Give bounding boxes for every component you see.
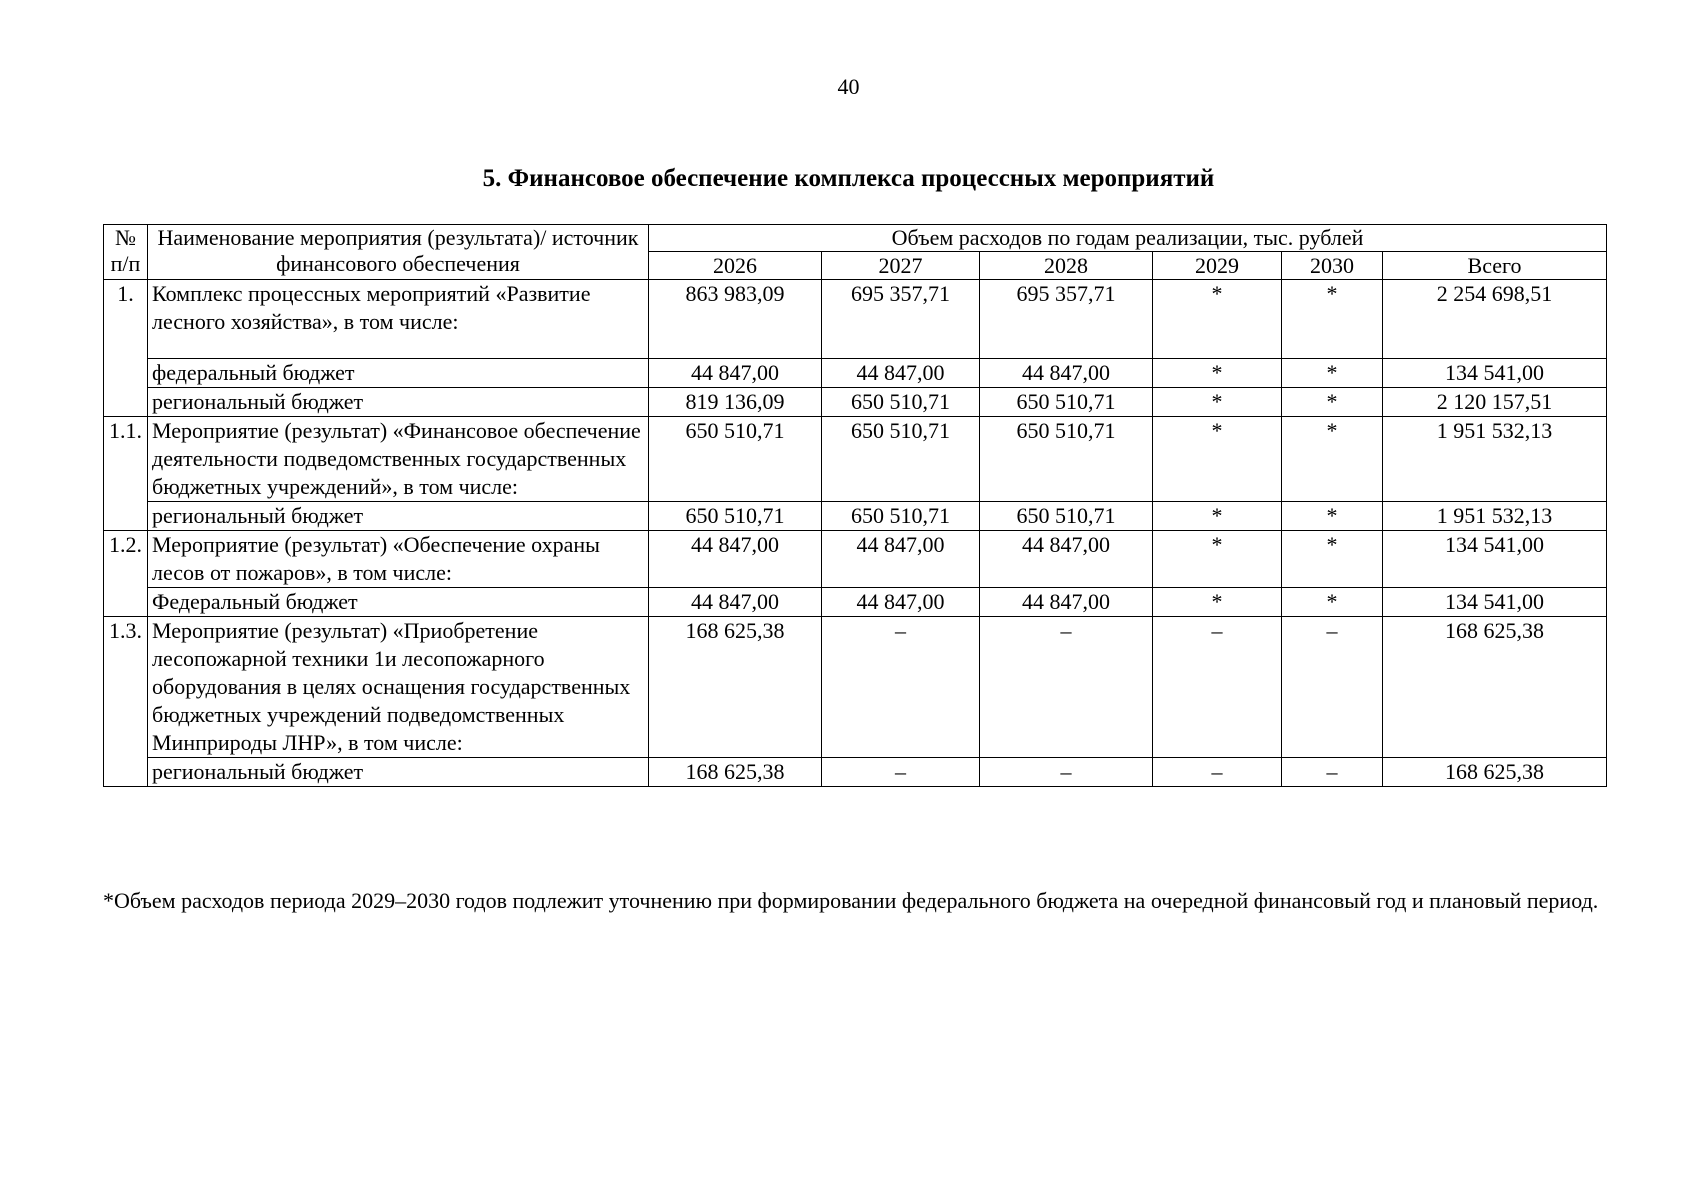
header-name: Наименование мероприятия (результата)/ источник финансового обеспечения (148, 225, 649, 280)
value-cell: 44 847,00 (822, 359, 980, 388)
value-cell: * (1282, 280, 1383, 359)
value-cell: * (1282, 531, 1383, 588)
value-cell: 44 847,00 (980, 588, 1153, 617)
row-name: Федеральный бюджет (148, 588, 649, 617)
value-cell: 819 136,09 (649, 388, 822, 417)
value-cell: * (1153, 531, 1282, 588)
table-row (104, 359, 1607, 388)
value-cell: * (1153, 359, 1282, 388)
value-cell: – (980, 758, 1153, 787)
value-cell: 650 510,71 (980, 502, 1153, 531)
value-cell: – (1153, 617, 1282, 758)
row-number: 1.3. (104, 617, 148, 787)
total-cell: 168 625,38 (1383, 617, 1607, 758)
value-cell: 650 510,71 (649, 502, 822, 531)
value-cell: – (980, 617, 1153, 758)
value-cell: 650 510,71 (822, 417, 980, 502)
total-cell: 168 625,38 (1383, 758, 1607, 787)
value-cell: * (1282, 417, 1383, 502)
table-row (104, 617, 1607, 758)
value-cell: * (1153, 417, 1282, 502)
value-cell: 44 847,00 (649, 359, 822, 388)
value-cell: 44 847,00 (649, 588, 822, 617)
value-cell: 863 983,09 (649, 280, 822, 359)
row-number: 1. (104, 280, 148, 417)
row-name: Мероприятие (результат) «Финансовое обеспечение деятельности подведомственных государственных бюджетных учреждений», в том числе: (148, 417, 649, 502)
value-cell: * (1153, 280, 1282, 359)
value-cell: 695 357,71 (980, 280, 1153, 359)
total-cell: 134 541,00 (1383, 531, 1607, 588)
header-year: 2030 (1282, 252, 1383, 280)
value-cell: 650 510,71 (822, 502, 980, 531)
table-row (104, 417, 1607, 502)
footnote: *Объем расходов периода 2029–2030 годов подлежит уточнению при формировании федерального бюджета на очередной финансовый год и плановый период. (103, 888, 1599, 913)
section-title: 5. Финансовое обеспечение комплекса процессных мероприятий (482, 165, 1215, 192)
header-expenses-group: Объем расходов по годам реализации, тыс. рублей (649, 225, 1607, 252)
row-name: Мероприятие (результат) «Обеспечение охраны лесов от пожаров», в том числе: (148, 531, 649, 588)
value-cell: 650 510,71 (980, 388, 1153, 417)
value-cell: 44 847,00 (822, 588, 980, 617)
header-total: Всего (1383, 252, 1607, 280)
value-cell: * (1153, 588, 1282, 617)
table-row (104, 388, 1607, 417)
value-cell: – (822, 758, 980, 787)
value-cell: * (1282, 388, 1383, 417)
value-cell: – (822, 617, 980, 758)
total-cell: 134 541,00 (1383, 588, 1607, 617)
financing-table (103, 224, 1607, 787)
row-name: Мероприятие (результат) «Приобретение лесопожарной техники 1и лесопожарного оборудования в целях оснащения государственных бюджетных учреждений подведомственных Минприроды ЛНР», в том числе: (148, 617, 649, 758)
table-row (104, 502, 1607, 531)
total-cell: 1 951 532,13 (1383, 502, 1607, 531)
value-cell: 168 625,38 (649, 617, 822, 758)
header-year: 2029 (1153, 252, 1282, 280)
value-cell: – (1153, 758, 1282, 787)
table-row (104, 758, 1607, 787)
value-cell: 650 510,71 (822, 388, 980, 417)
value-cell: 44 847,00 (822, 531, 980, 588)
value-cell: 650 510,71 (649, 417, 822, 502)
value-cell: 650 510,71 (980, 417, 1153, 502)
value-cell: * (1153, 502, 1282, 531)
header-year: 2027 (822, 252, 980, 280)
header-year: 2028 (980, 252, 1153, 280)
table-row (104, 280, 1607, 359)
value-cell: 44 847,00 (649, 531, 822, 588)
value-cell: – (1282, 617, 1383, 758)
row-name: региональный бюджет (148, 388, 649, 417)
header-year: 2026 (649, 252, 822, 280)
value-cell: * (1153, 388, 1282, 417)
value-cell: * (1282, 502, 1383, 531)
table-row (104, 588, 1607, 617)
row-name: региональный бюджет (148, 502, 649, 531)
value-cell: 44 847,00 (980, 531, 1153, 588)
value-cell: 168 625,38 (649, 758, 822, 787)
value-cell: – (1282, 758, 1383, 787)
page-number: 40 (837, 74, 860, 99)
value-cell: * (1282, 359, 1383, 388)
row-number: 1.1. (104, 417, 148, 531)
value-cell: * (1282, 588, 1383, 617)
table-row (104, 531, 1607, 588)
value-cell: 44 847,00 (980, 359, 1153, 388)
row-number: 1.2. (104, 531, 148, 617)
row-name: Комплекс процессных мероприятий «Развитие лесного хозяйства», в том числе: (148, 280, 649, 359)
total-cell: 2 120 157,51 (1383, 388, 1607, 417)
total-cell: 1 951 532,13 (1383, 417, 1607, 502)
value-cell: 695 357,71 (822, 280, 980, 359)
row-name: федеральный бюджет (148, 359, 649, 388)
total-cell: 134 541,00 (1383, 359, 1607, 388)
row-name: региональный бюджет (148, 758, 649, 787)
header-num: № п/п (104, 225, 148, 280)
total-cell: 2 254 698,51 (1383, 280, 1607, 359)
